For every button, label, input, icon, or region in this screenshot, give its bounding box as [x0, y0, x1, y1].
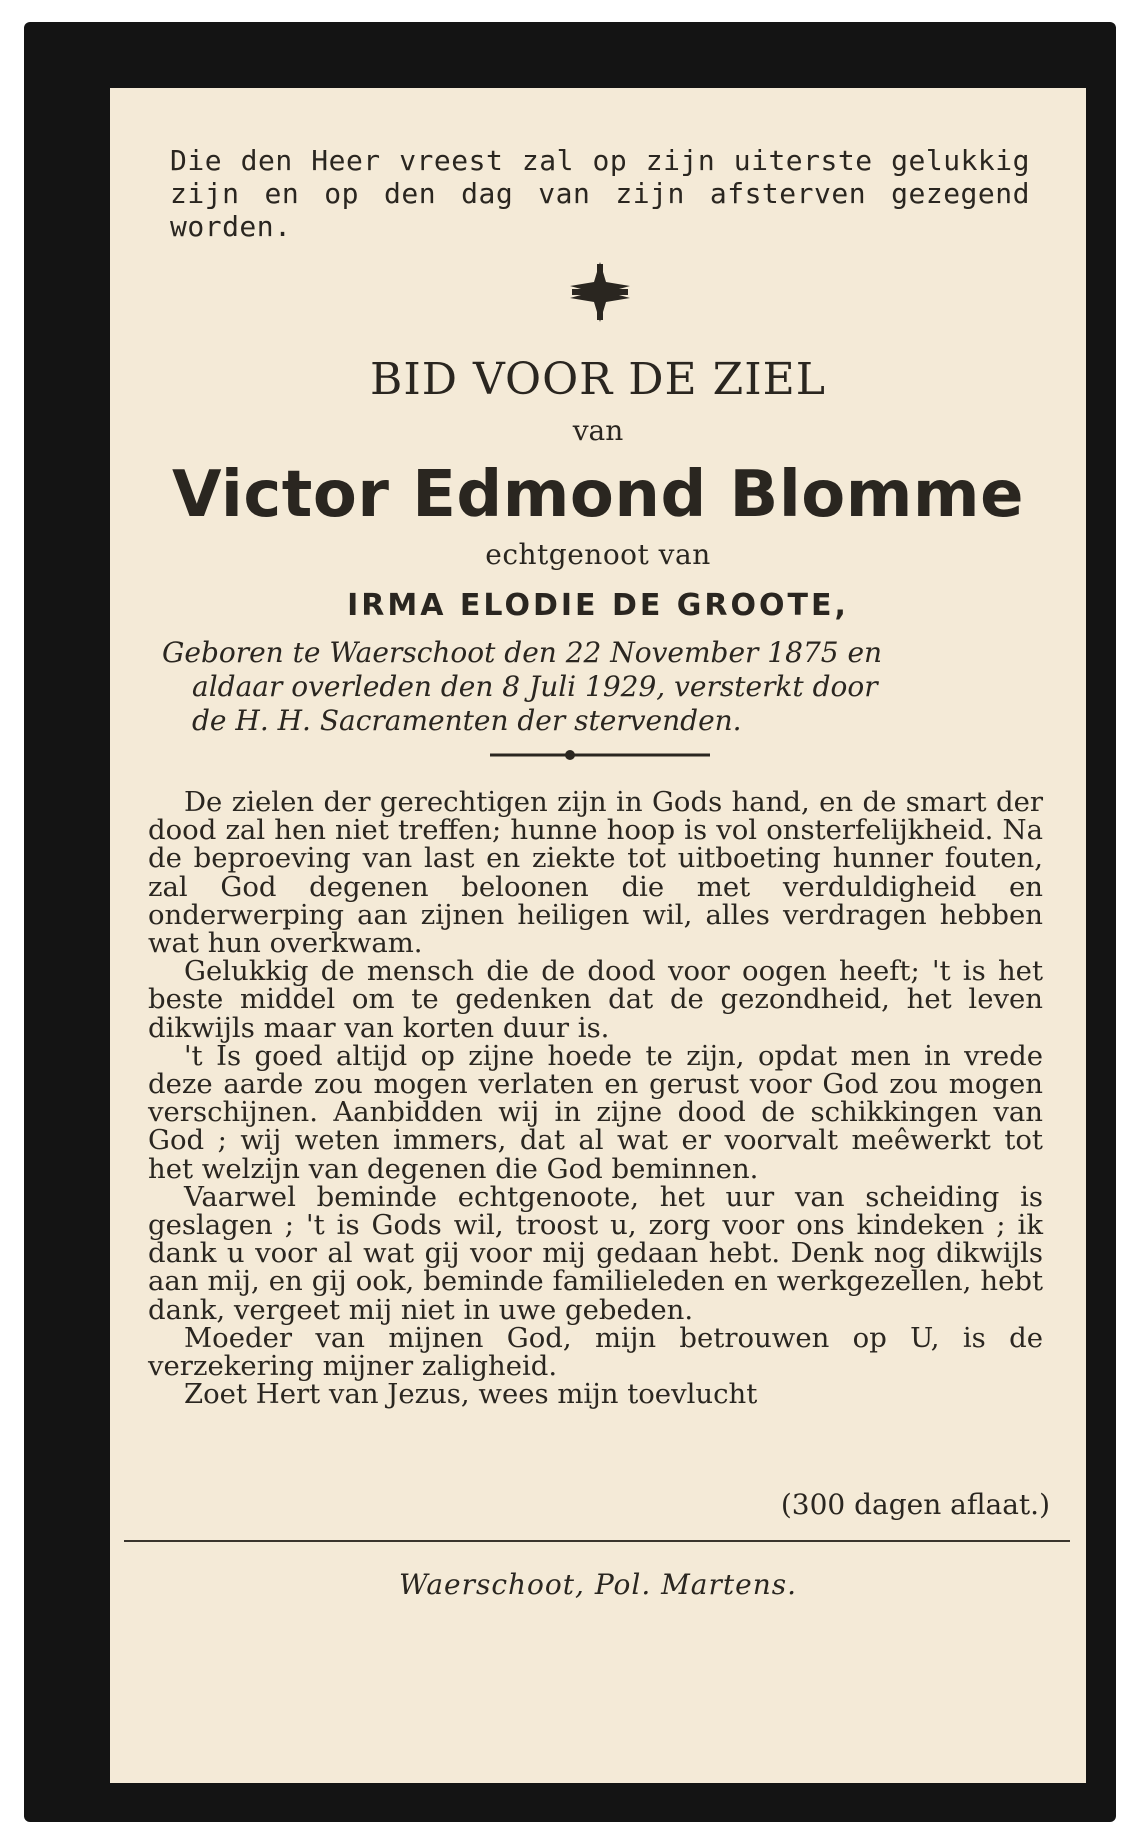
deceased-name: Victor Edmond Blomme: [172, 458, 1024, 532]
spouse-intro: echtgenoot van: [485, 538, 711, 571]
printer-imprint: Waerschoot, Pol. Martens.: [398, 1568, 798, 1601]
memorial-card: [110, 88, 1086, 1783]
epigraph: Die den Heer vreest zal op zijn uiterste gelukkig zijn en op den dag van zijn afsterven gezegend worden.: [170, 144, 1030, 243]
mourning-card-border: [24, 22, 1116, 1822]
prayer-paragraph: De zielen der gerechtigen zijn in Gods hand, en de smart der dood zal hen niet treffen; hunne hoop is vol onsterfelijkheid. Na de beproeving van last en ziekte tot uitboeting hunner fouten, zal God degenen beloonen die met verduldigheid en onderwerping aan zijnen heiligen wil, alles verdragen hebben wat hun overkwam.: [148, 786, 1043, 960]
birth-line-1: Geboren te Waerschoot den 22 November 1875 en: [162, 636, 883, 669]
heading: BID VOOR DE ZIEL: [370, 354, 826, 405]
spouse-name: IRMA ELODIE DE GROOTE,: [347, 588, 849, 623]
prayer-paragraph: Vaarwel beminde echtgenoote, het uur van scheiding is geslagen ; 't is Gods wil, troost u, zorg voor ons kindeken ; ik dank u voor al wat gij voor mij gedaan hebt. Denk nog dikwijls aan mij, en gij ook, beminde familieleden en werkgezellen, hebt dank, vergeet mij niet in uwe gebeden.: [148, 1180, 1043, 1326]
birth-line-3: de H. H. Sacramenten der stervenden.: [192, 704, 742, 737]
prayer-paragraph: Gelukkig de mensch die de dood voor oogen heeft; 't is het beste middel om te gedenken dat de gezondheid, het leven dikwijls maar van korten duur is.: [148, 955, 1043, 1044]
cross-icon: [568, 260, 632, 324]
prayer-paragraph: Zoet Hert van Jezus, wees mijn toevlucht: [184, 1378, 758, 1411]
birth-death-details: [162, 636, 1042, 738]
prayer-paragraph: Moeder van mijnen God, mijn betrouwen op U, is de verzekering mijner zaligheid.: [148, 1321, 1043, 1383]
indulgence-note: (300 dagen aflaat.): [780, 1488, 1050, 1521]
prayer-paragraph: 't Is goed altijd op zijne hoede te zijn, opdat men in vrede deze aarde zou mogen verlaten en gerust voor God zou mogen verschijnen. Aanbidden wij in zijne dood de schikkingen van God ; wij weten immers, dat al wat er voorvalt meêwerkt tot het welzijn van degenen die God beminnen.: [148, 1039, 1043, 1185]
birth-line-2: aldaar overleden den 8 Juli 1929, versterkt door: [192, 670, 878, 703]
prayer-text: [148, 786, 1043, 1411]
van-label: van: [572, 414, 624, 447]
footer-rule: [124, 1540, 1070, 1542]
ornamental-divider: [490, 748, 710, 762]
